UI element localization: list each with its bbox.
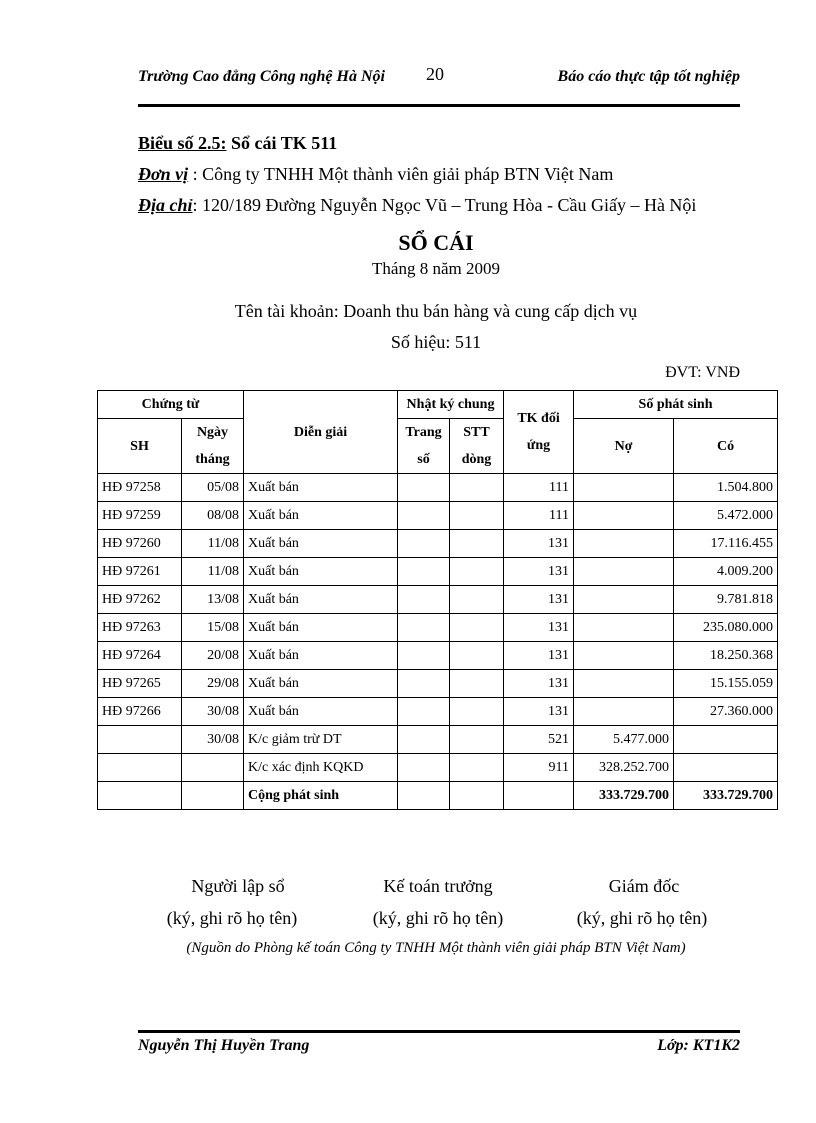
- cell-sh: HĐ 97258: [98, 474, 182, 502]
- cell-desc: K/c giảm trừ DT: [244, 726, 398, 754]
- cell-date: 29/08: [182, 670, 244, 698]
- table-row: [98, 530, 778, 558]
- cell-no: [574, 474, 674, 502]
- cell-trang-so: [398, 558, 450, 586]
- cell-trang-so: [398, 642, 450, 670]
- form-label: Biểu số 2.5:: [138, 133, 227, 153]
- total-row: [98, 782, 778, 810]
- source-note: (Nguồn do Phòng kế toán Công ty TNHH Một thành viên giải pháp BTN Việt Nam): [186, 940, 686, 956]
- cell-date: 20/08: [182, 642, 244, 670]
- table-row: [98, 670, 778, 698]
- cell-sh: HĐ 97264: [98, 642, 182, 670]
- cell-no: [574, 670, 674, 698]
- cell-sh: [98, 754, 182, 782]
- header-chung-tu: Chứng từ: [98, 391, 244, 419]
- signature-director-role: Giám đốc: [608, 876, 680, 896]
- total-co: 333.729.700: [674, 782, 778, 810]
- table-row: [98, 474, 778, 502]
- table-row: [98, 558, 778, 586]
- cell-trang-so: [398, 502, 450, 530]
- cell-tk: 911: [504, 754, 574, 782]
- header-tk-doi-ung: TK đối ứng: [504, 391, 574, 474]
- signature-preparer-role: Người lập sổ: [191, 876, 285, 896]
- report-title: Báo cáo thực tập tốt nghiệp: [557, 68, 740, 85]
- total-label: Cộng phát sinh: [244, 782, 398, 810]
- table-row: [98, 502, 778, 530]
- form-title: Sổ cái TK 511: [226, 133, 338, 153]
- cell-co: 17.116.455: [674, 530, 778, 558]
- header-divider: [138, 104, 740, 107]
- address-value: : 120/189 Đường Nguyễn Ngọc Vũ – Trung Hòa - Cầu Giấy – Hà Nội: [192, 195, 697, 215]
- cell-stt-dong: [450, 614, 504, 642]
- cell-co: 15.155.059: [674, 670, 778, 698]
- cell-co: 18.250.368: [674, 642, 778, 670]
- cell-no: 328.252.700: [574, 754, 674, 782]
- cell-tk: 131: [504, 558, 574, 586]
- cell-sh: HĐ 97259: [98, 502, 182, 530]
- signature-director-note: (ký, ghi rõ họ tên): [576, 908, 708, 928]
- cell-tk: 131: [504, 586, 574, 614]
- cell-date: 11/08: [182, 558, 244, 586]
- cell-trang-so: [398, 586, 450, 614]
- cell-no: [574, 614, 674, 642]
- cell-tk: 521: [504, 726, 574, 754]
- cell-no: [574, 586, 674, 614]
- cell-no: [574, 558, 674, 586]
- cell-tk: 131: [504, 530, 574, 558]
- cell-no: [574, 530, 674, 558]
- cell-co: 235.080.000: [674, 614, 778, 642]
- account-number: Số hiệu: 511: [390, 332, 482, 352]
- header-stt-dong: STT dòng: [450, 419, 504, 474]
- cell-tk: 131: [504, 642, 574, 670]
- cell-co: [674, 726, 778, 754]
- header-so-phat-sinh: Số phát sinh: [574, 391, 778, 419]
- school-name: Trường Cao đẳng Công nghệ Hà Nội: [138, 68, 385, 85]
- cell-stt-dong: [450, 586, 504, 614]
- cell-tk: 111: [504, 502, 574, 530]
- cell-date: 11/08: [182, 530, 244, 558]
- page-number: 20: [426, 64, 444, 84]
- cell-sh: HĐ 97261: [98, 558, 182, 586]
- cell-stt-dong: [450, 474, 504, 502]
- footer-divider: [138, 1030, 740, 1033]
- cell-sh: [98, 726, 182, 754]
- cell-desc: K/c xác định KQKD: [244, 754, 398, 782]
- cell-desc: Xuất bán: [244, 474, 398, 502]
- cell-trang-so: [398, 530, 450, 558]
- header-sh: SH: [98, 419, 182, 474]
- cell-date: 15/08: [182, 614, 244, 642]
- cell-no: [574, 698, 674, 726]
- cell-stt-dong: [450, 726, 504, 754]
- unit-label: Đơn vị: [138, 164, 189, 184]
- cell-desc: Xuất bán: [244, 642, 398, 670]
- cell-stt-dong: [450, 754, 504, 782]
- header-ngay-thang: Ngày tháng: [182, 419, 244, 474]
- header-trang-so: Trang số: [398, 419, 450, 474]
- cell-stt-dong: [450, 502, 504, 530]
- cell-desc: Xuất bán: [244, 502, 398, 530]
- signature-accountant-note: (ký, ghi rõ họ tên): [372, 908, 504, 928]
- signature-preparer-note: (ký, ghi rõ họ tên): [166, 908, 298, 928]
- cell-trang-so: [398, 474, 450, 502]
- cell-co: 27.360.000: [674, 698, 778, 726]
- cell-co: 1.504.800: [674, 474, 778, 502]
- cell-co: 5.472.000: [674, 502, 778, 530]
- currency-unit: ĐVT: VNĐ: [665, 364, 740, 381]
- cell-desc: Xuất bán: [244, 698, 398, 726]
- table-row: [98, 754, 778, 782]
- cell-tk: 131: [504, 614, 574, 642]
- cell-no: [574, 642, 674, 670]
- cell-desc: Xuất bán: [244, 670, 398, 698]
- account-name: Tên tài khoản: Doanh thu bán hàng và cung cấp dịch vụ: [234, 301, 638, 321]
- ledger-title: SỔ CÁI: [398, 230, 474, 255]
- cell-trang-so: [398, 698, 450, 726]
- cell-co: [674, 754, 778, 782]
- cell-tk: 131: [504, 698, 574, 726]
- signature-accountant-role: Kế toán trưởng: [383, 876, 493, 896]
- cell-stt-dong: [450, 558, 504, 586]
- cell-trang-so: [398, 754, 450, 782]
- table-row: [98, 726, 778, 754]
- ledger-period: Tháng 8 năm 2009: [372, 259, 500, 278]
- page-header: [138, 64, 740, 94]
- cell-date: 05/08: [182, 474, 244, 502]
- table-row: [98, 614, 778, 642]
- cell-date: 08/08: [182, 502, 244, 530]
- cell-stt-dong: [450, 530, 504, 558]
- cell-date: 13/08: [182, 586, 244, 614]
- cell-stt-dong: [450, 642, 504, 670]
- cell-date: 30/08: [182, 726, 244, 754]
- cell-trang-so: [398, 670, 450, 698]
- cell-desc: Xuất bán: [244, 558, 398, 586]
- header-co: Có: [674, 419, 778, 474]
- cell-no: 5.477.000: [574, 726, 674, 754]
- header-no: Nợ: [574, 419, 674, 474]
- cell-trang-so: [398, 614, 450, 642]
- header-dien-giai: Diễn giải: [244, 391, 398, 474]
- table-row: [98, 642, 778, 670]
- cell-date: 30/08: [182, 698, 244, 726]
- cell-stt-dong: [450, 670, 504, 698]
- header-nhat-ky-chung: Nhật ký chung: [398, 391, 504, 419]
- address-label: Địa chỉ: [138, 195, 193, 215]
- cell-date: [182, 754, 244, 782]
- unit-value: : Công ty TNHH Một thành viên giải pháp BTN Việt Nam: [188, 164, 614, 184]
- cell-desc: Xuất bán: [244, 614, 398, 642]
- cell-sh: HĐ 97262: [98, 586, 182, 614]
- cell-sh: HĐ 97265: [98, 670, 182, 698]
- cell-no: [574, 502, 674, 530]
- form-heading: [138, 133, 337, 154]
- total-no: 333.729.700: [574, 782, 674, 810]
- cell-trang-so: [398, 726, 450, 754]
- cell-co: 9.781.818: [674, 586, 778, 614]
- cell-sh: HĐ 97266: [98, 698, 182, 726]
- ledger-table: [97, 390, 778, 810]
- author-name: Nguyễn Thị Huyền Trang: [138, 1037, 310, 1054]
- cell-sh: HĐ 97260: [98, 530, 182, 558]
- cell-sh: HĐ 97263: [98, 614, 182, 642]
- class-code: Lớp: KT1K2: [657, 1037, 740, 1054]
- cell-tk: 131: [504, 670, 574, 698]
- table-row: [98, 698, 778, 726]
- table-row: [98, 586, 778, 614]
- cell-desc: Xuất bán: [244, 586, 398, 614]
- cell-tk: 111: [504, 474, 574, 502]
- address-line: [138, 195, 696, 216]
- unit-line: [138, 164, 613, 185]
- cell-desc: Xuất bán: [244, 530, 398, 558]
- cell-stt-dong: [450, 698, 504, 726]
- cell-co: 4.009.200: [674, 558, 778, 586]
